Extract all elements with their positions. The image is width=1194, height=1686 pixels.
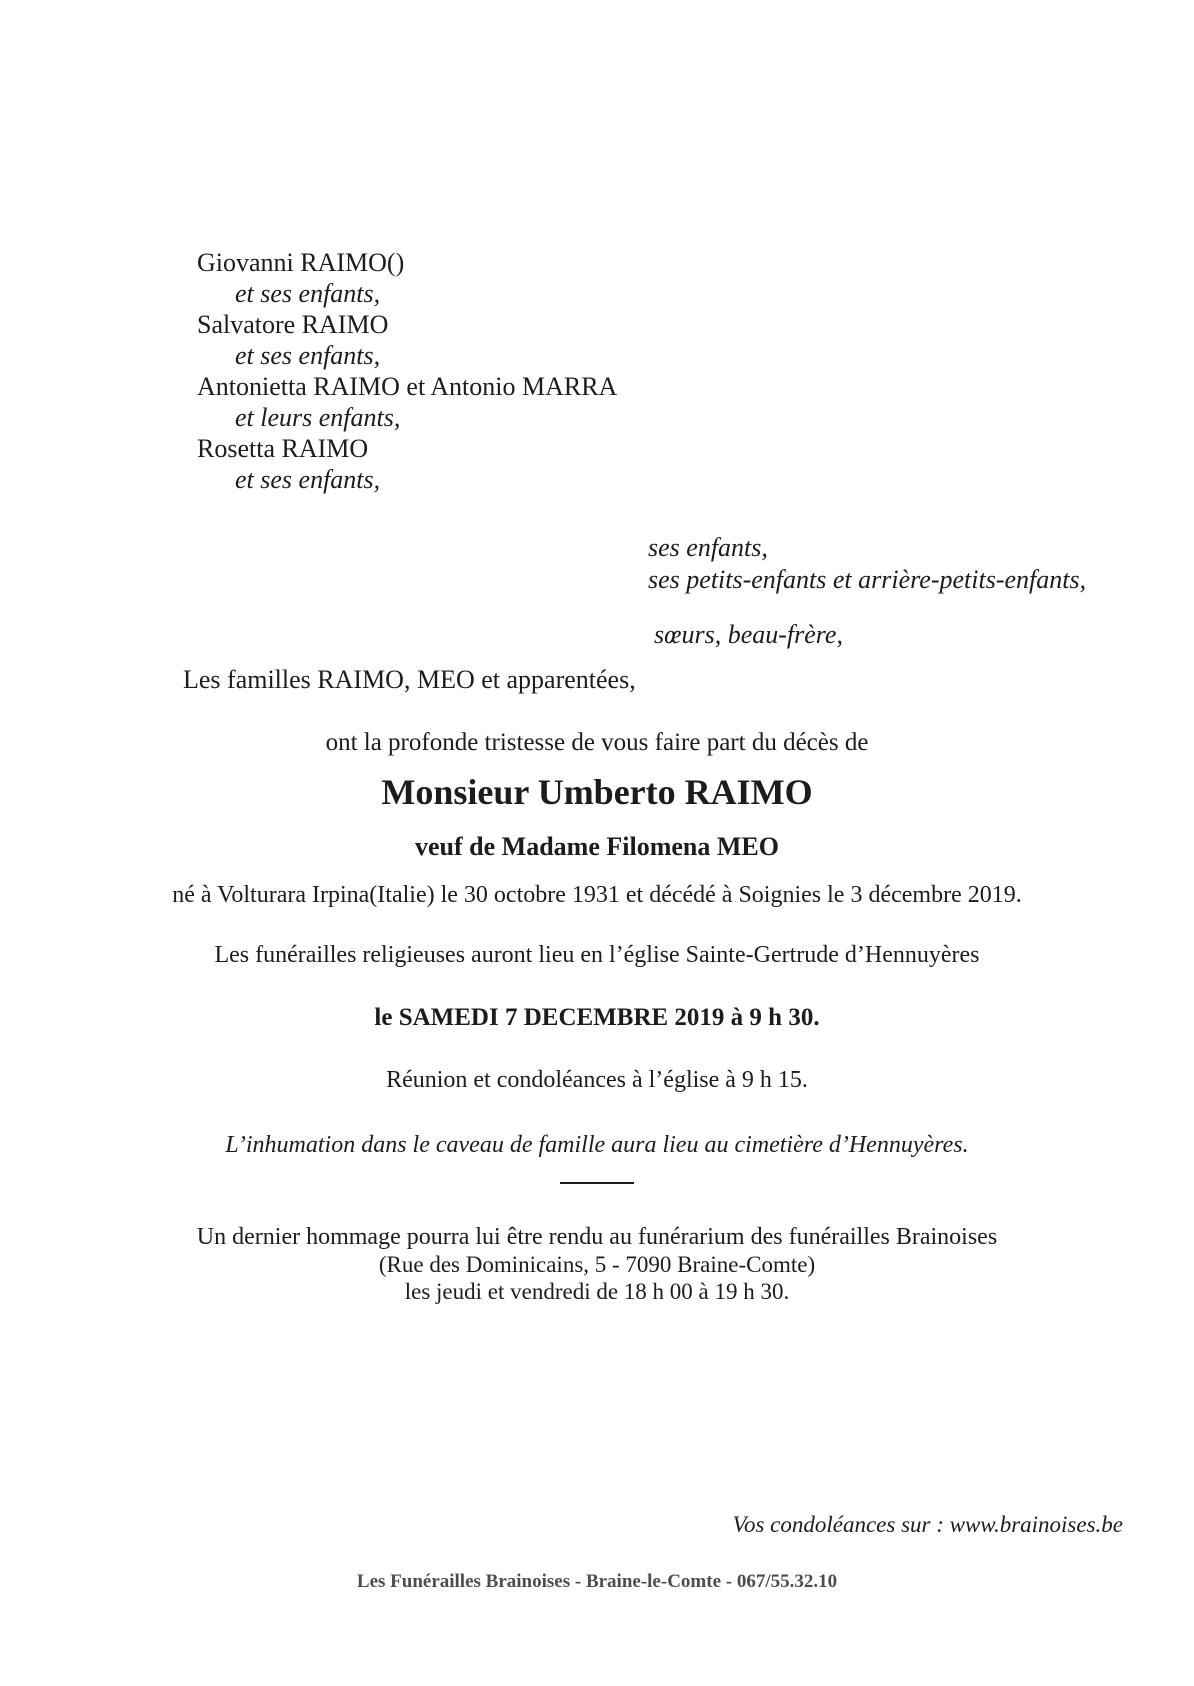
relatives-line: sœurs, beau-frère,	[654, 620, 843, 649]
mourner-kin: et ses enfants,	[235, 465, 381, 494]
mourner-name: Antonietta RAIMO et Antonio MARRA	[197, 372, 618, 401]
mourner-descendants: ses petits-enfants et arrière-petits-enfants,	[648, 565, 1087, 594]
deceased-relation: veuf de Madame Filomena MEO	[415, 832, 779, 861]
tribute-address-line: (Rue des Dominicains, 5 - 7090 Braine-Comte)	[378, 1252, 816, 1277]
separator-rule	[560, 1182, 634, 1184]
mourner-kin: et ses enfants,	[235, 279, 381, 308]
mourner-name: Rosetta RAIMO	[197, 434, 369, 463]
burial-line: L’inhumation dans le caveau de famille aura lieu au cimetière d’Hennuyères.	[225, 1132, 969, 1158]
intro-line: ont la profonde tristesse de vous faire part du décès de	[325, 729, 869, 756]
ceremony-location-line: Les funérailles religieuses auront lieu en l’église Sainte-Gertrude d’Hennuyères	[214, 942, 980, 968]
mourner-descendants: ses enfants,	[648, 533, 768, 562]
ceremony-datetime-line: le SAMEDI 7 DECEMBRE 2019 à 9 h 30.	[374, 1004, 820, 1031]
families-line: Les familles RAIMO, MEO et apparentées,	[183, 665, 636, 694]
footer-funeral-home-line: Les Funérailles Brainoises - Braine-le-Comte - 067/55.32.10	[356, 1571, 838, 1592]
tribute-line-1: Un dernier hommage pourra lui être rendu au funérarium des funérailles Brainoises	[196, 1224, 998, 1250]
deceased-name: Monsieur Umberto RAIMO	[381, 772, 813, 812]
mourner-kin: et ses enfants,	[235, 341, 381, 370]
mourners-left-block	[197, 247, 617, 495]
mourner-kin: et leurs enfants,	[235, 403, 401, 432]
life-dates-line: né à Volturara Irpina(Italie) le 30 octobre 1931 et décédé à Soignies le 3 décembre 2019.	[172, 882, 1022, 908]
mourners-center-block	[648, 532, 1086, 596]
mourner-name: Salvatore RAIMO	[197, 310, 389, 339]
tribute-hours-line: les jeudi et vendredi de 18 h 00 à 19 h 30.	[404, 1279, 790, 1304]
gathering-line: Réunion et condoléances à l’église à 9 h 15.	[386, 1067, 808, 1093]
mourner-name: Giovanni RAIMO()	[197, 248, 405, 277]
condolences-website-line: Vos condoléances sur : www.brainoises.be	[732, 1512, 1123, 1537]
